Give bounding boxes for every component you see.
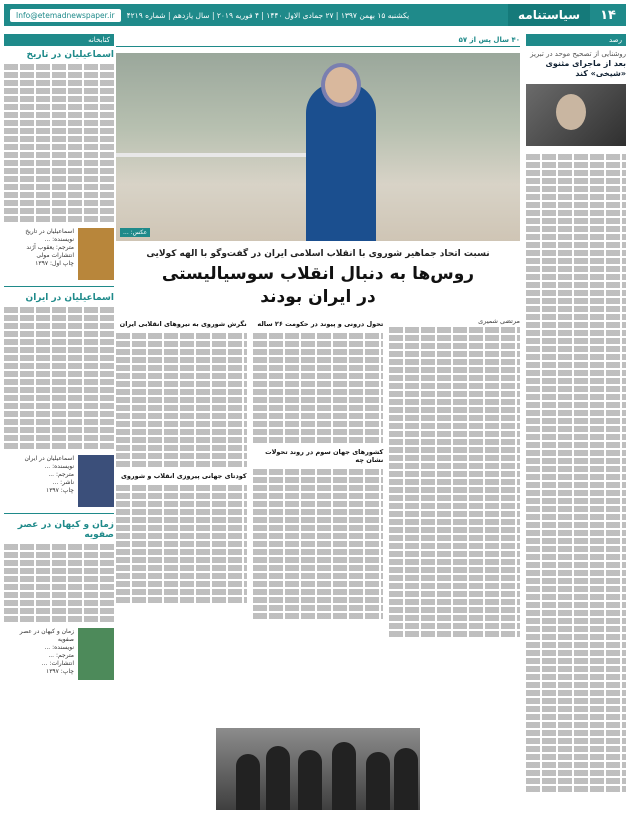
main-photo (116, 53, 520, 241)
subhead-1: تحول درونی و پیوند در حکومت ۲۶ ساله (257, 319, 384, 328)
article-col-1 (389, 317, 520, 639)
book-entry: زمان و کیهان در عصر صفویه نویسنده: ... مترجم: ... انتشارات: ... چاپ: ۱۳۹۷ (4, 628, 114, 680)
book-cover (78, 628, 114, 680)
email-address[interactable]: Info@etemadnewspaper.ir (10, 9, 121, 22)
right-column-subtitle: روشنایی از تصحیح موحد در تبریز (530, 50, 626, 58)
book-box-title: زمان و کیهان در عصر صفویه (17, 520, 114, 540)
subhead-3: نگرش شوروی به نیروهای انقلابی ایران (119, 319, 247, 328)
book-box-1 (4, 50, 114, 280)
main-article (116, 34, 520, 816)
protest-photo (216, 728, 420, 810)
section-title: سیاستنامه (508, 4, 590, 26)
article-kicker: نسبت اتحاد جماهیر شوروی با انقلاب اسلامی ایران در گفت‌وگو با الهه کولایی (146, 249, 490, 259)
book-cover (78, 228, 114, 280)
book-box-title: اسماعیلیان در تاریخ (26, 50, 114, 60)
byline: مرتضی شمیری (478, 316, 520, 325)
article-col-2 (253, 317, 384, 639)
subhead-4: کودتای جهانی پیروزی انقلاب و شوروی (120, 471, 247, 480)
article-col-3 (116, 317, 247, 639)
book-entry: اسماعیلیان در تاریخ نویسنده: ... مترجم: یعقوب آژند انتشارات مولی چاپ اول: ۱۳۹۷ (4, 228, 114, 280)
date-line: یکشنبه ۱۵ بهمن ۱۳۹۷ | ۲۷ جمادی الاول ۱۴۴۰ | ۴ فوریه ۲۰۱۹ | سال یازدهم | شماره ۴۲۱۹ (126, 10, 410, 20)
book-cover (78, 455, 114, 507)
right-column-title: بعد از ماجرای مثنوی «شیخی» کند (545, 59, 626, 79)
right-column-label: رصد (526, 34, 626, 46)
issue-strip: ۴۰ سال پس از ۵۷ (116, 34, 520, 47)
right-column-body (526, 152, 626, 794)
left-column-label: کتابخانه (4, 34, 114, 46)
subhead-2: کشورهای جهان سوم در روند تحولات نشان چه (265, 447, 384, 464)
book-box-title: اسماعیلیان در ایران (25, 293, 114, 303)
right-column (526, 34, 626, 816)
article-headline (116, 263, 520, 309)
page-header (4, 4, 626, 26)
headline-line-1: روس‌ها به دنبال انقلاب سوسیالیستی (161, 264, 475, 284)
book-entry: اسماعیلیان در ایران نویسنده: ... مترجم: ... ناشر: ... چاپ: ۱۳۹۷ (4, 455, 114, 507)
photo-caption: عکس: ... (120, 228, 150, 237)
article-columns (116, 317, 520, 639)
book-box-3 (4, 520, 114, 680)
book-box-2 (4, 293, 114, 507)
portrait-photo (526, 84, 626, 146)
page-number: ۱۴ (600, 7, 616, 23)
left-column (4, 34, 114, 816)
headline-line-2: در ایران بودند (260, 286, 376, 307)
